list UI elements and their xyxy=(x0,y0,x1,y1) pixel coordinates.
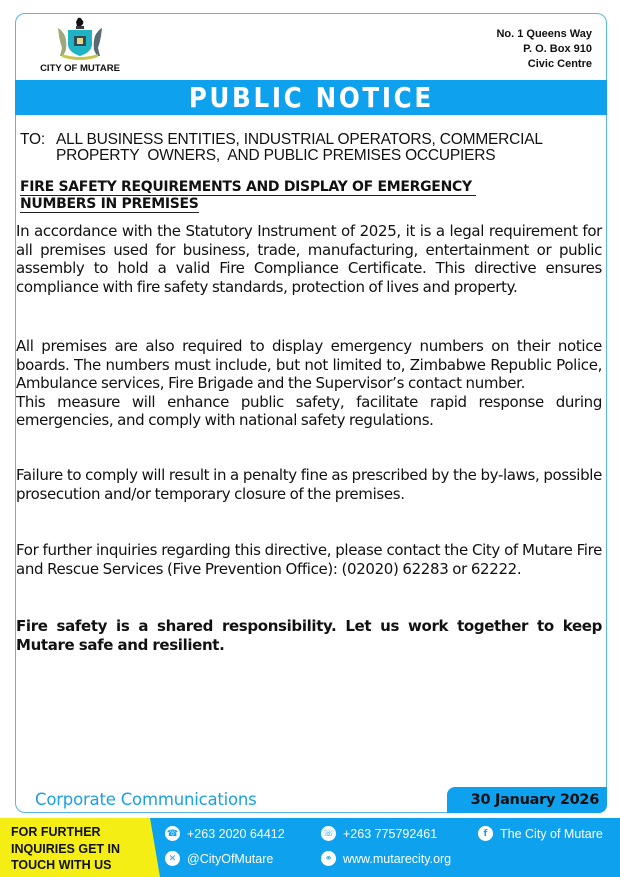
whatsapp-icon: ☏ xyxy=(321,826,336,841)
notice-date: 30 January 2026 xyxy=(470,792,599,808)
organization-name: CITY OF MUTARE xyxy=(40,63,120,74)
department-signature: Corporate Communications xyxy=(35,790,257,809)
notice-title: PUBLIC NOTICE xyxy=(188,81,434,114)
body-paragraph: In accordance with the Statutory Instrument of 2025, it is a legal requirement for all premises used for business, trade, manufacturing, entertainment or public assembly to hold a valid Fire Compliance Certificate. This directive ensures compliance with fire safety standards, protection of lives and property. xyxy=(16,222,602,296)
cta-line: INQUIRIES GET IN xyxy=(11,841,121,856)
coat-of-arms-icon xyxy=(52,16,108,62)
contact-whatsapp-text: +263 775792461 xyxy=(343,826,438,841)
address-line: Civic Centre xyxy=(527,58,592,70)
contact-whatsapp[interactable] xyxy=(321,826,437,841)
contact-x-text: @CityOfMutare xyxy=(187,851,274,866)
globe-icon: ⚭ xyxy=(321,851,336,866)
header-logo xyxy=(30,16,130,74)
contact-phone-text: +263 2020 64412 xyxy=(187,826,285,841)
body-paragraph-part: This measure will enhance public safety, facilitate rapid response during emergencies, and comply with national safety regulations. xyxy=(16,392,602,429)
body-paragraph xyxy=(16,337,602,430)
address-line: P. O. Box 910 xyxy=(523,43,592,55)
cta-line: FOR FURTHER xyxy=(11,825,101,839)
subject-line: FIRE SAFETY REQUIREMENTS AND DISPLAY OF EMERGENCY xyxy=(20,179,476,196)
body-paragraph: Failure to comply will result in a penalty fine as prescribed by the by-laws, possible prosecution and/or temporary closure of the premises. xyxy=(16,466,602,503)
contact-website-text: www.mutarecity.org xyxy=(343,851,452,866)
contact-facebook[interactable] xyxy=(478,826,603,841)
cta-text xyxy=(11,824,120,874)
public-notice-banner xyxy=(15,80,607,115)
contact-facebook-text: The City of Mutare xyxy=(500,826,603,841)
facebook-icon: f xyxy=(478,826,493,841)
closing-statement: Fire safety is a shared responsibility. Let us work together to keep Mutare safe and resilient. xyxy=(16,617,602,654)
contact-phone[interactable] xyxy=(165,826,285,841)
recipients-line: ALL BUSINESS ENTITIES, INDUSTRIAL OPERATORS, COMMERCIAL xyxy=(56,131,543,148)
contact-website[interactable] xyxy=(321,851,451,866)
notice-subject xyxy=(20,179,476,213)
phone-icon: ☎ xyxy=(165,826,180,841)
contact-x[interactable] xyxy=(165,851,273,866)
body-paragraph: For further inquiries regarding this directive, please contact the City of Mutare Fire and Rescue Services (Five Prevention Office): (02020) 62283 or 62222. xyxy=(16,541,602,578)
body-paragraph-part: All premises are also required to display emergency numbers on their notice boards. The numbers must include, but not limited to, Zimbabwe Republic Police, Ambulance services, Fire Brigade and the Supervisor’s contact number. xyxy=(16,337,602,392)
subject-line: NUMBERS IN PREMISES xyxy=(20,196,199,212)
cta-line: TOUCH WITH US xyxy=(11,858,112,872)
recipients xyxy=(20,132,600,164)
date-tab xyxy=(447,787,607,813)
recipients-label: TO: xyxy=(20,131,45,148)
address-line: No. 1 Queens Way xyxy=(496,28,592,40)
recipients-line: PROPERTY OWNERS, AND PUBLIC PREMISES OCCUPIERS xyxy=(56,147,496,164)
x-twitter-icon: ✕ xyxy=(165,851,180,866)
postal-address xyxy=(496,27,592,72)
